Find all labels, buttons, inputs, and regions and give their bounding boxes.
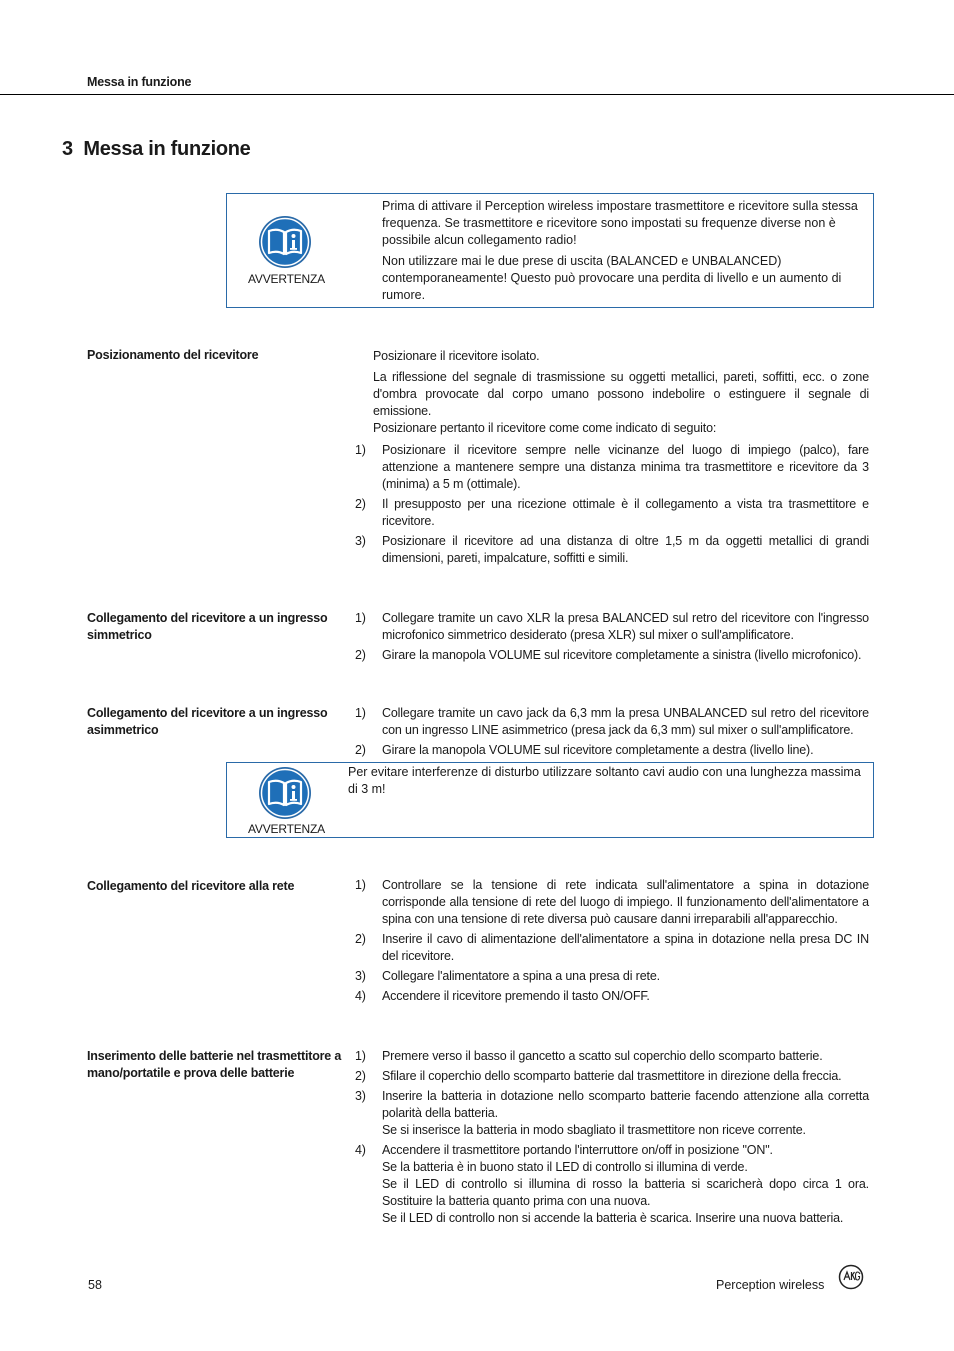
balanced-steps bbox=[355, 610, 869, 667]
notice-paragraph: Non utilizzare mai le due prese di uscita (BALANCED e UNBALANCED) contemporaneamente! Questo può provocare una perdita di livello e un aumento di rumore. bbox=[382, 254, 842, 302]
info-manual-icon bbox=[258, 215, 312, 274]
notice-paragraph: Prima di attivare il Perception wireless impostare trasmettitore e ricevitore sulla stessa frequenza. Se trasmettitore e ricevitore sono impostati su frequenze diverse non è possibile alcun collegamento radio! bbox=[382, 199, 858, 247]
section-title-batteries: Inserimento delle batterie nel trasmettitore a mano/portatile e prova delle batterie bbox=[87, 1049, 342, 1080]
body-paragraph: Posizionare il ricevitore isolato. bbox=[373, 349, 540, 363]
step-number: 3) bbox=[355, 969, 366, 983]
mains-steps bbox=[355, 877, 869, 1008]
step-number: 2) bbox=[355, 932, 366, 946]
step-text: Controllare se la tensione di rete indicata sull'alimentatore a spina in dotazione corrisponde alla tensione di rete del luogo di impiego. Il funzionamento dell'alimentatore a spina con una tensione di rete diversa può causare danni irreparabili all'apparecchio. bbox=[382, 878, 869, 926]
step-number: 2) bbox=[355, 648, 366, 662]
list-item bbox=[355, 968, 869, 985]
list-item bbox=[355, 1048, 869, 1065]
notice-label: AVVERTENZA bbox=[248, 822, 325, 836]
unbalanced-steps bbox=[355, 705, 869, 762]
step-text: Premere verso il basso il gancetto a scatto sul coperchio dello scomparto batterie. bbox=[382, 1049, 823, 1063]
notice-text: Per evitare interferenze di disturbo utilizzare soltanto cavi audio con una lunghezza massima di 3 m! bbox=[348, 765, 861, 796]
chapter-title bbox=[62, 136, 251, 162]
batteries-steps bbox=[355, 1048, 869, 1230]
body-paragraph: Posizionare pertanto il ricevitore come come indicato di seguito: bbox=[373, 421, 717, 435]
list-item bbox=[355, 610, 869, 644]
page-number: 58 bbox=[88, 1278, 102, 1292]
warning-notice-1 bbox=[226, 193, 874, 308]
step-number: 1) bbox=[355, 1049, 366, 1063]
notice-text bbox=[382, 198, 860, 308]
step-text: Collegare tramite un cavo XLR la presa BALANCED sul retro del ricevitore con l'ingresso microfonico simmetrico desiderato (presa XLR) sul mixer o sull'amplificatore. bbox=[382, 611, 869, 642]
step-number: 2) bbox=[355, 497, 366, 511]
step-number: 2) bbox=[355, 1069, 366, 1083]
list-item bbox=[355, 705, 869, 739]
list-item bbox=[355, 931, 869, 965]
step-number: 2) bbox=[355, 743, 366, 757]
step-number: 4) bbox=[355, 1143, 366, 1157]
warning-notice-2 bbox=[226, 762, 874, 838]
step-text bbox=[382, 1088, 869, 1139]
list-item bbox=[355, 988, 869, 1005]
step-text: Collegare l'alimentatore a spina a una presa di rete. bbox=[382, 969, 660, 983]
section-title-unbalanced: Collegamento del ricevitore a un ingresso asimmetrico bbox=[87, 706, 328, 737]
section-title-balanced: Collegamento del ricevitore a un ingresso simmetrico bbox=[87, 611, 328, 642]
section-title-mains: Collegamento del ricevitore alla rete bbox=[87, 879, 295, 893]
step-text: Il presupposto per una ricezione ottimale è il collegamento a vista tra trasmettitore e ricevitore. bbox=[382, 497, 869, 528]
step-number: 3) bbox=[355, 1089, 366, 1103]
step-number: 1) bbox=[355, 878, 366, 892]
step-text: Accendere il ricevitore premendo il tasto ON/OFF. bbox=[382, 989, 650, 1003]
list-item bbox=[355, 742, 869, 759]
step-number: 1) bbox=[355, 706, 366, 720]
step-note: Se il LED di controllo si illumina di rosso la batteria si scaricherà dopo circa 1 ora. Sostituire la batteria quanto prima con una nuova. bbox=[382, 1177, 869, 1208]
step-main-text: Accendere il trasmettitore portando l'interruttore on/off in posizione "ON". bbox=[382, 1143, 773, 1157]
step-main-text: Inserire la batteria in dotazione nello scomparto batterie facendo attenzione alla corretta polarità della batteria. bbox=[382, 1089, 869, 1120]
header-rule bbox=[0, 94, 954, 95]
step-note: Se la batteria è in buono stato il LED di controllo si illumina di verde. bbox=[382, 1160, 748, 1174]
step-number: 1) bbox=[355, 611, 366, 625]
positioning-body bbox=[373, 348, 869, 441]
list-item bbox=[355, 1068, 869, 1085]
body-paragraph: La riflessione del segnale di trasmissione su oggetti metallici, pareti, soffitti, ecc. o zone d'ombra provocate dal corpo umano possono indebolire o estinguere il segnale di emissione. bbox=[373, 370, 869, 418]
list-item bbox=[355, 877, 869, 928]
step-note: Se si inserisce la batteria in modo sbagliato il trasmettitore non riceve corrente. bbox=[382, 1123, 806, 1137]
list-item bbox=[355, 647, 869, 664]
list-item bbox=[355, 496, 869, 530]
chapter-number: 3 bbox=[62, 138, 73, 160]
step-note: Se il LED di controllo non si accende la batteria è scarica. Inserire una nuova batteria. bbox=[382, 1211, 844, 1225]
list-item bbox=[355, 1088, 869, 1139]
list-item bbox=[355, 442, 869, 493]
product-name: Perception wireless bbox=[716, 1278, 825, 1292]
running-header: Messa in funzione bbox=[87, 75, 192, 89]
section-title-positioning: Posizionamento del ricevitore bbox=[87, 348, 259, 362]
step-text: Girare la manopola VOLUME sul ricevitore completamente a sinistra (livello microfonico). bbox=[382, 648, 862, 662]
chapter-title-text: Messa in funzione bbox=[83, 138, 251, 160]
step-number: 3) bbox=[355, 534, 366, 548]
step-text: Posizionare il ricevitore sempre nelle vicinanze del luogo di impiego (palco), fare attenzione a mantenere sempre una distanza minima tra trasmettitore e ricevitore da 3 (minima) a 5 m (ottimale). bbox=[382, 443, 869, 491]
list-item bbox=[355, 533, 869, 567]
step-number: 4) bbox=[355, 989, 366, 1003]
step-number: 1) bbox=[355, 443, 366, 457]
step-text bbox=[382, 1142, 869, 1227]
list-item bbox=[355, 1142, 869, 1227]
positioning-steps bbox=[355, 442, 869, 570]
akg-logo-icon bbox=[838, 1264, 864, 1295]
step-text: Sfilare il coperchio dello scomparto batterie dal trasmettitore in direzione della freccia. bbox=[382, 1069, 842, 1083]
step-text: Collegare tramite un cavo jack da 6,3 mm la presa UNBALANCED sul retro del ricevitore con un ingresso LINE asimmetrico (presa jack da 6,3 mm) sul mixer o sull'amplificatore. bbox=[382, 706, 869, 737]
notice-label: AVVERTENZA bbox=[248, 272, 325, 286]
info-manual-icon bbox=[258, 766, 312, 825]
step-text: Posizionare il ricevitore ad una distanza di oltre 1,5 m da oggetti metallici di grandi dimensioni, pareti, impalcature, soffitti e simili. bbox=[382, 534, 869, 565]
step-text: Girare la manopola VOLUME sul ricevitore completamente a destra (livello line). bbox=[382, 743, 814, 757]
step-text: Inserire il cavo di alimentazione dell'alimentatore a spina in dotazione nella presa DC IN del ricevitore. bbox=[382, 932, 869, 963]
